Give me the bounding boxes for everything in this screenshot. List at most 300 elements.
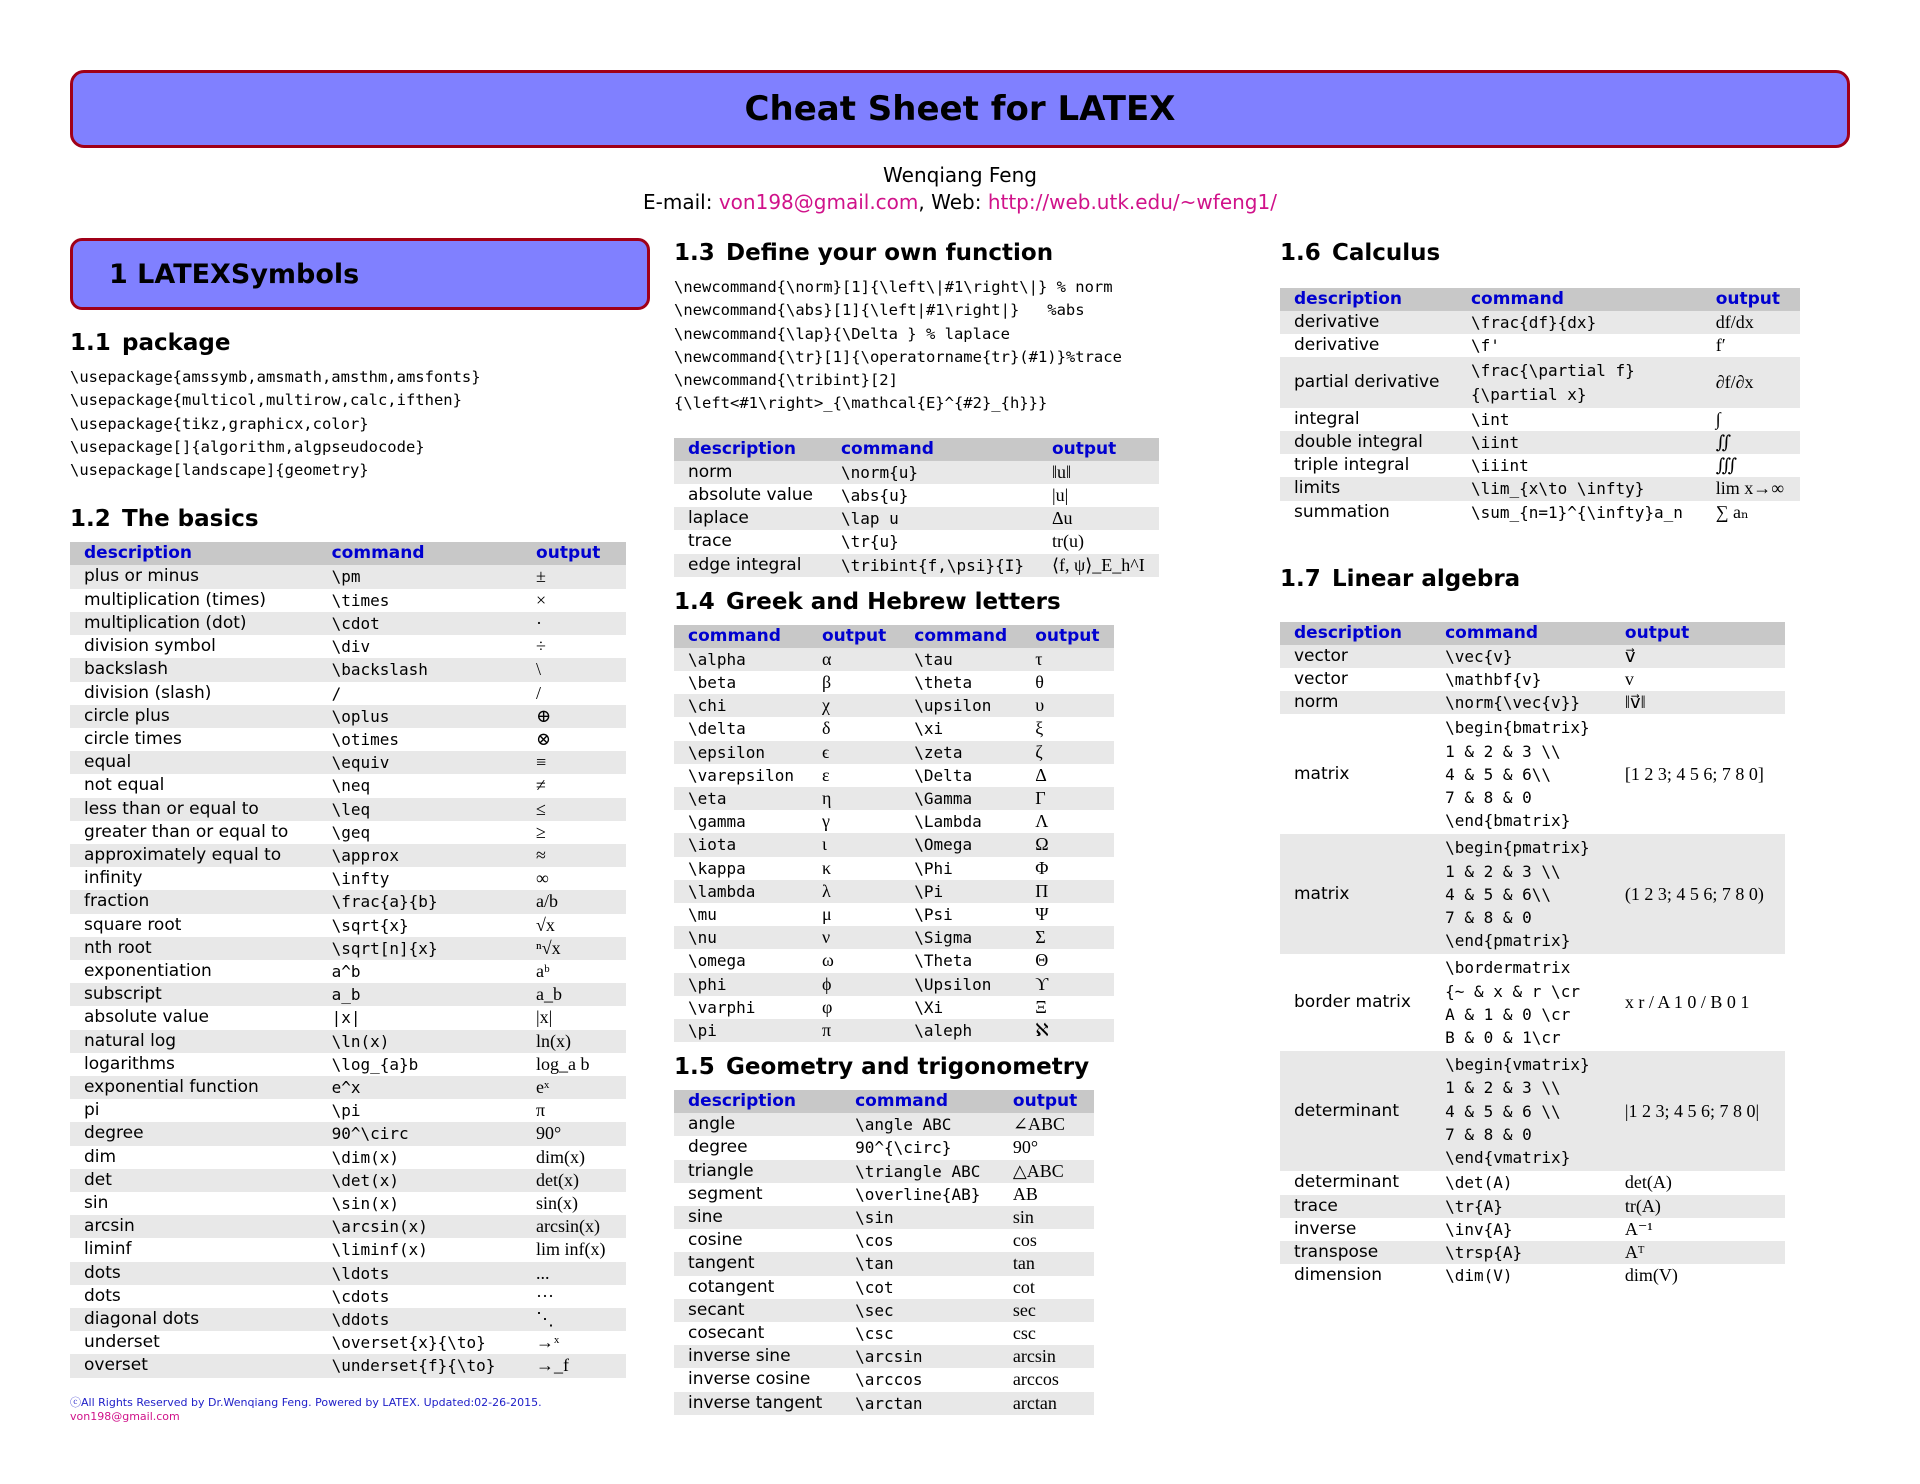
basics-cell-command: \div <box>331 637 371 657</box>
basics-cell-command: a^b <box>331 961 361 981</box>
greek-cell-output: η <box>808 787 900 810</box>
greek-cell-output: λ <box>808 880 900 903</box>
linear-cell-command: \det(A) <box>1445 1173 1513 1193</box>
table-row <box>1280 1218 1785 1241</box>
basics-cell-output: ≥ <box>536 821 546 842</box>
basics-cell-output: det(x) <box>522 1169 626 1192</box>
table-row <box>70 1354 626 1377</box>
basics-cell-description: nth root <box>70 937 318 960</box>
geometry-cell-description: cosine <box>688 1230 743 1251</box>
greek-cell-output: ℵ <box>1021 1019 1113 1042</box>
geometry-heading: 1.5 Geometry and trigonometry <box>674 1054 1090 1081</box>
define-cell-output: ⟨f, ψ⟩_E_h^I <box>1038 554 1159 577</box>
table-row <box>674 1252 1094 1275</box>
geometry-cell-command: \arctan <box>841 1392 999 1415</box>
greek-cell-command: \omega <box>688 951 746 971</box>
basics-cell-command: \infty <box>331 869 390 889</box>
basics-cell-command: \log_{a}b <box>331 1054 419 1074</box>
basics-cell-description: arcsin <box>70 1215 318 1238</box>
table-row <box>70 937 626 960</box>
greek-cell-output: Ω <box>1021 833 1113 856</box>
table-row <box>70 960 626 983</box>
basics-cell-output: ··· <box>536 1285 555 1306</box>
basics-cell-command: \oplus <box>318 705 522 728</box>
geometry-cell-command: \triangle ABC <box>841 1160 999 1183</box>
greek-cell-output: Φ <box>1035 857 1049 878</box>
linear-cell-command: \mathbf{v} <box>1445 670 1542 690</box>
greek-cell-command: \Phi <box>914 858 953 878</box>
geometry-cell-description: degree <box>688 1137 748 1158</box>
calculus-cell-description: integral <box>1294 408 1360 429</box>
linear-cell-command: \trsp{A} <box>1431 1241 1611 1264</box>
greek-cell-output: ϒ <box>1021 973 1113 996</box>
table-row <box>70 821 626 844</box>
geometry-cell-output: cot <box>1012 1276 1035 1297</box>
geometry-table <box>674 1090 1094 1415</box>
greek-cell-output: Γ <box>1021 787 1113 810</box>
table-row <box>674 764 1114 787</box>
table-row <box>674 1276 1094 1299</box>
basics-cell-description: liminf <box>84 1239 132 1260</box>
define-cell-description: absolute value <box>688 484 813 505</box>
greek-cell-command: \Pi <box>900 880 1021 903</box>
basics-cell-description: greater than or equal to <box>84 821 289 842</box>
define-cell-output: Δu <box>1038 507 1159 530</box>
calculus-cell-command: \frac{df}{dx} <box>1457 311 1702 334</box>
table-row <box>70 1169 626 1192</box>
table-row <box>1280 1051 1785 1171</box>
linear-cell-output: tr(A) <box>1611 1195 1785 1218</box>
greek-cell-output: θ <box>1035 672 1044 692</box>
linear-header-row <box>1280 622 1785 645</box>
geometry-cell-command: \angle ABC <box>841 1113 999 1136</box>
linear-cell-command: \tr{A} <box>1431 1195 1611 1218</box>
basics-cell-output: ⋱ <box>522 1308 626 1331</box>
table-row <box>1280 834 1785 954</box>
define-cell-command: \lap u <box>827 507 1038 530</box>
table-row <box>70 1076 626 1099</box>
greek-cell-output: Δ <box>1035 764 1047 785</box>
basics-cell-command: \backslash <box>318 658 522 681</box>
basics-cell-command: \neq <box>331 776 371 796</box>
linear-cell-output: (1 2 3; 4 5 6; 7 8 0) <box>1611 834 1785 954</box>
greek-header-command: command <box>900 625 1021 648</box>
geometry-cell-description: cosecant <box>688 1323 765 1344</box>
greek-cell-command: \Omega <box>900 833 1021 856</box>
column-1 <box>70 238 650 1423</box>
greek-cell-output: Π <box>1021 880 1113 903</box>
basics-cell-output: sin(x) <box>536 1192 579 1213</box>
greek-cell-command: \alpha <box>674 648 808 671</box>
basics-cell-output: ⊕ <box>522 705 626 728</box>
geometry-cell-output: arccos <box>1012 1369 1059 1390</box>
table-row <box>674 996 1114 1019</box>
table-row <box>674 530 1159 553</box>
greek-cell-output: ϕ <box>808 973 900 996</box>
geometry-cell-output: △ABC <box>999 1160 1094 1183</box>
geometry-cell-output: cos <box>1012 1230 1037 1251</box>
geometry-cell-description: angle <box>674 1113 841 1136</box>
basics-cell-output: · <box>522 612 626 635</box>
calculus-cell-command: \frac{\partial f} {\partial x} <box>1457 357 1702 407</box>
table-row <box>70 705 626 728</box>
basics-cell-output: ⁿ√x <box>522 937 626 960</box>
linear-cell-output: dim(V) <box>1624 1265 1678 1286</box>
greek-cell-command: \eta <box>674 787 808 810</box>
geometry-cell-output: csc <box>1012 1323 1036 1344</box>
calculus-cell-output: df/dx <box>1702 311 1800 334</box>
table-row <box>70 774 626 797</box>
basics-cell-output: 90° <box>522 1122 626 1145</box>
footer-email[interactable]: von198@gmail.com <box>70 1409 180 1423</box>
calculus-header-description: description <box>1280 288 1457 311</box>
linear-cell-command: \vec{v} <box>1431 645 1611 668</box>
greek-cell-command: \Lambda <box>914 812 982 832</box>
greek-cell-command: \theta <box>914 673 973 692</box>
table-row <box>674 926 1114 949</box>
greek-header-command: command <box>674 625 808 648</box>
greek-cell-output: β <box>821 672 832 692</box>
basics-cell-command: \arcsin(x) <box>318 1215 522 1238</box>
greek-cell-command: \zeta <box>900 741 1021 764</box>
table-row <box>674 1183 1094 1206</box>
calculus-cell-output: f′ <box>1715 335 1726 356</box>
geometry-cell-description: inverse cosine <box>688 1369 811 1390</box>
linear-cell-description: matrix <box>1294 763 1350 784</box>
greek-cell-output: γ <box>821 811 830 832</box>
greek-cell-command: \aleph <box>900 1019 1021 1042</box>
basics-cell-command: \dim(x) <box>331 1147 400 1167</box>
greek-cell-output: ω <box>821 950 834 971</box>
web-link[interactable]: http://web.utk.edu/~wfeng1/ <box>987 190 1277 214</box>
define-cell-command: \abs{u} <box>840 485 909 505</box>
greek-cell-command: \gamma <box>688 812 746 832</box>
define-cell-command: \norm{u} <box>827 461 1038 484</box>
geometry-cell-output: arcsin <box>999 1345 1094 1368</box>
linear-cell-description: border matrix <box>1294 992 1411 1013</box>
linear-cell-command: \dim(V) <box>1445 1266 1513 1286</box>
basics-cell-command: \liminf(x) <box>331 1240 428 1260</box>
table-row <box>70 682 626 705</box>
author-block <box>0 162 1920 216</box>
basics-cell-command: \sqrt{x} <box>331 915 409 935</box>
basics-table <box>70 542 626 1377</box>
basics-cell-command: \otimes <box>331 729 400 749</box>
greek-cell-command: \xi <box>914 719 944 739</box>
greek-cell-command: \delta <box>688 719 746 739</box>
basics-cell-command: \pm <box>318 565 522 588</box>
geometry-header-output: output <box>999 1090 1094 1113</box>
basics-cell-description: infinity <box>84 868 143 889</box>
basics-cell-output: ± <box>522 565 626 588</box>
table-row <box>674 1160 1094 1183</box>
greek-cell-output: κ <box>821 857 832 878</box>
basics-cell-command: \geq <box>331 822 371 842</box>
basics-cell-command: 90^\circ <box>318 1122 522 1145</box>
table-row <box>674 810 1114 833</box>
basics-cell-description: pi <box>84 1100 100 1121</box>
calculus-cell-command: \iiint <box>1470 456 1529 476</box>
table-row <box>70 635 626 658</box>
basics-cell-command: \approx <box>318 844 522 867</box>
table-row <box>674 1299 1094 1322</box>
linear-cell-output: A⁻¹ <box>1624 1218 1653 1239</box>
greek-header-row <box>674 625 1114 648</box>
calculus-cell-command: \lim_{x\to \infty} <box>1457 477 1702 500</box>
table-row <box>674 973 1114 996</box>
greek-cell-command: \Sigma <box>900 926 1021 949</box>
define-cell-command: \tr{u} <box>840 532 899 552</box>
table-row <box>70 1308 626 1331</box>
geometry-cell-description: inverse tangent <box>674 1392 841 1415</box>
greek-header-output: output <box>1021 625 1113 648</box>
basics-cell-description: exponentiation <box>84 960 212 981</box>
calculus-cell-description: double integral <box>1280 431 1457 454</box>
basics-cell-description: dots <box>70 1262 318 1285</box>
geometry-cell-command: \arccos <box>855 1370 923 1390</box>
table-row <box>674 1322 1094 1345</box>
basics-cell-description: sin <box>84 1192 109 1213</box>
table-row <box>70 589 626 612</box>
linear-cell-description: vector <box>1294 669 1348 690</box>
basics-cell-description: degree <box>70 1122 318 1145</box>
calculus-header-command: command <box>1457 288 1702 311</box>
table-row <box>1280 714 1785 834</box>
calculus-table <box>1280 288 1800 524</box>
basics-cell-description: not equal <box>84 775 165 796</box>
calculus-cell-output: lim x→∞ <box>1702 477 1800 500</box>
table-row <box>674 857 1114 880</box>
basics-cell-output: ≡ <box>522 751 626 774</box>
geometry-cell-description: tangent <box>674 1252 841 1275</box>
table-row <box>674 1368 1094 1391</box>
basics-cell-description: square root <box>84 914 182 935</box>
define-header-row <box>674 438 1159 461</box>
geometry-cell-output: ∠ABC <box>999 1113 1094 1136</box>
calculus-cell-description: summation <box>1294 501 1390 522</box>
basics-cell-description: natural log <box>70 1030 318 1053</box>
basics-cell-description: backslash <box>70 658 318 681</box>
calculus-cell-command: \iint <box>1457 431 1702 454</box>
email-link[interactable]: von198@gmail.com <box>718 190 919 214</box>
basics-cell-command: a_b <box>318 983 522 1006</box>
basics-cell-output: a/b <box>522 890 626 913</box>
greek-cell-command: \upsilon <box>900 694 1021 717</box>
footer <box>70 1394 650 1423</box>
greek-cell-command: \kappa <box>688 858 746 878</box>
linear-cell-output: Aᵀ <box>1611 1241 1785 1264</box>
linear-cell-output: |1 2 3; 4 5 6; 7 8 0| <box>1611 1051 1785 1171</box>
basics-cell-output: ⊗ <box>536 728 552 749</box>
linear-cell-command: \begin{pmatrix} 1 & 2 & 3 \\ 4 & 5 & 6\\ 7 & 8 & 0 \end{pmatrix} <box>1431 834 1611 954</box>
calculus-cell-output: ∬ <box>1702 431 1800 454</box>
linear-cell-description: inverse <box>1294 1218 1357 1239</box>
basics-cell-command: |x| <box>331 1008 361 1028</box>
table-row <box>70 1262 626 1285</box>
greek-cell-command: \Upsilon <box>900 973 1021 996</box>
table-row <box>70 1331 626 1354</box>
define-cell-description: laplace <box>674 507 827 530</box>
geometry-cell-description: triangle <box>674 1160 841 1183</box>
greek-cell-output: Ψ <box>1035 904 1049 925</box>
greek-table <box>674 625 1114 1042</box>
linear-cell-output: det(A) <box>1624 1172 1672 1193</box>
basics-cell-description: det <box>70 1169 318 1192</box>
basics-cell-output: ∞ <box>536 868 549 889</box>
basics-cell-command: \det(x) <box>318 1169 522 1192</box>
linear-header-output: output <box>1611 622 1785 645</box>
basics-cell-description: multiplication (dot) <box>70 612 318 635</box>
table-row <box>70 1215 626 1238</box>
table-row <box>674 880 1114 903</box>
greek-cell-command: \Gamma <box>900 787 1021 810</box>
greek-cell-command: \varepsilon <box>688 765 794 785</box>
calculus-cell-command: \int <box>1470 409 1510 429</box>
define-header-output: output <box>1038 438 1159 461</box>
geometry-cell-command: \arcsin <box>841 1345 999 1368</box>
column-2 <box>674 238 1234 1415</box>
greek-cell-output: ι <box>808 833 900 856</box>
table-row <box>1280 357 1800 407</box>
table-row <box>1280 334 1800 357</box>
greek-cell-command: \Delta <box>914 765 973 785</box>
greek-cell-output: α <box>808 648 900 671</box>
table-row <box>1280 477 1800 500</box>
define-header-description: description <box>674 438 827 461</box>
table-row <box>674 1019 1114 1042</box>
table-row <box>674 949 1114 972</box>
basics-cell-command: \sqrt[n]{x} <box>318 937 522 960</box>
table-row <box>70 612 626 635</box>
table-row <box>70 867 626 890</box>
define-cell-output: |u| <box>1051 484 1069 505</box>
basics-cell-description: overset <box>70 1354 318 1377</box>
calculus-header-row <box>1280 288 1800 311</box>
linear-cell-command: \norm{\vec{v}} <box>1431 691 1611 714</box>
linear-cell-command: \bordermatrix {~ & x & r \cr A & 1 & 0 \cr B & 0 & 1\cr <box>1445 958 1580 1048</box>
table-row <box>70 1030 626 1053</box>
basics-cell-command: \underset{f}{\to} <box>318 1354 522 1377</box>
geometry-header-description: description <box>674 1090 841 1113</box>
calculus-cell-description: triple integral <box>1294 455 1410 476</box>
geometry-cell-output: sin <box>999 1206 1094 1229</box>
calculus-cell-output: ∭ <box>1715 455 1737 476</box>
table-row <box>70 565 626 588</box>
basics-cell-output: |x| <box>536 1007 553 1028</box>
basics-cell-output: π <box>536 1100 546 1121</box>
basics-cell-command: e^x <box>318 1076 522 1099</box>
basics-cell-description: equal <box>70 751 318 774</box>
geometry-cell-command: \cos <box>855 1231 894 1251</box>
basics-cell-output: aᵇ <box>536 960 550 981</box>
basics-cell-command: \cdots <box>331 1286 390 1306</box>
greek-cell-output: ε <box>821 764 830 785</box>
basics-cell-output: dim(x) <box>536 1146 586 1167</box>
basics-cell-description: dots <box>84 1285 121 1306</box>
basics-cell-command: / <box>331 683 342 703</box>
table-row <box>70 728 626 751</box>
linear-cell-output: v <box>1624 669 1634 690</box>
table-row <box>674 1392 1094 1415</box>
basics-cell-description: diagonal dots <box>70 1308 318 1331</box>
package-heading: 1.1 package <box>70 330 231 356</box>
table-row <box>1280 311 1800 334</box>
calculus-cell-command: \sum_{n=1}^{\infty}a_n <box>1470 502 1683 522</box>
calculus-heading: 1.6 Calculus <box>1280 240 1441 266</box>
geometry-cell-description: segment <box>688 1183 763 1204</box>
greek-cell-output: Σ <box>1021 926 1113 949</box>
basics-cell-output: arcsin(x) <box>522 1215 626 1238</box>
linear-cell-description: trace <box>1280 1195 1431 1218</box>
define-cell-description: trace <box>688 531 732 552</box>
table-row <box>1280 501 1800 524</box>
linear-cell-output: x r / A 1 0 / B 0 1 <box>1624 992 1750 1013</box>
greek-cell-output: Θ <box>1035 950 1049 971</box>
linear-cell-command: \begin{bmatrix} 1 & 2 & 3 \\ 4 & 5 & 6\\ 7 & 8 & 0 \end{bmatrix} <box>1445 718 1590 831</box>
greek-cell-command: \pi <box>674 1019 808 1042</box>
basics-cell-command: \ln(x) <box>318 1030 522 1053</box>
greek-cell-command: \Theta <box>914 951 973 971</box>
basics-cell-output: ln(x) <box>522 1030 626 1053</box>
basics-cell-description: circle times <box>84 728 182 749</box>
basics-cell-description: subscript <box>70 983 318 1006</box>
table-row <box>674 671 1114 694</box>
define-cell-output: tr(u) <box>1051 531 1084 552</box>
basics-cell-description: underset <box>84 1332 160 1353</box>
greek-cell-output: δ <box>821 718 831 739</box>
table-row <box>70 1238 626 1261</box>
table-row <box>70 914 626 937</box>
calculus-cell-description: derivative <box>1294 335 1380 356</box>
greek-cell-output: φ <box>821 996 833 1017</box>
linear-cell-output: ‖v⃗‖ <box>1611 691 1785 714</box>
define-header-command: command <box>827 438 1038 461</box>
calculus-cell-output: ∂f/∂x <box>1702 357 1800 407</box>
table-row <box>674 717 1114 740</box>
basics-cell-output: ... <box>522 1262 626 1285</box>
geometry-cell-command: \tan <box>841 1252 999 1275</box>
table-row <box>674 1113 1094 1136</box>
table-row <box>1280 431 1800 454</box>
basics-cell-description: exponential function <box>70 1076 318 1099</box>
calculus-cell-output: ∫ <box>1715 408 1721 429</box>
geometry-cell-description: inverse sine <box>674 1345 841 1368</box>
table-row <box>1280 454 1800 477</box>
greek-cell-output: π <box>808 1019 900 1042</box>
greek-heading: 1.4 Greek and Hebrew letters <box>674 588 1061 615</box>
basics-cell-output: →_f <box>522 1354 626 1377</box>
geometry-cell-description: secant <box>674 1299 841 1322</box>
greek-cell-output: ξ <box>1035 718 1044 739</box>
greek-cell-output: ν <box>808 926 900 949</box>
section-1-banner <box>70 238 650 310</box>
table-row <box>70 983 626 1006</box>
table-row <box>70 751 626 774</box>
table-row <box>674 648 1114 671</box>
basics-cell-output: ≠ <box>536 775 546 796</box>
table-row <box>70 1099 626 1122</box>
basics-cell-description: approximately equal to <box>70 844 318 867</box>
basics-cell-description: division (slash) <box>84 682 212 703</box>
table-row <box>674 741 1114 764</box>
table-row <box>674 554 1159 577</box>
basics-cell-command: \ldots <box>318 1262 522 1285</box>
greek-cell-output: τ <box>1021 648 1113 671</box>
linear-cell-description: vector <box>1280 645 1431 668</box>
greek-cell-command: \chi <box>674 694 808 717</box>
geometry-header-command: command <box>841 1090 999 1113</box>
linear-header-description: description <box>1280 622 1431 645</box>
